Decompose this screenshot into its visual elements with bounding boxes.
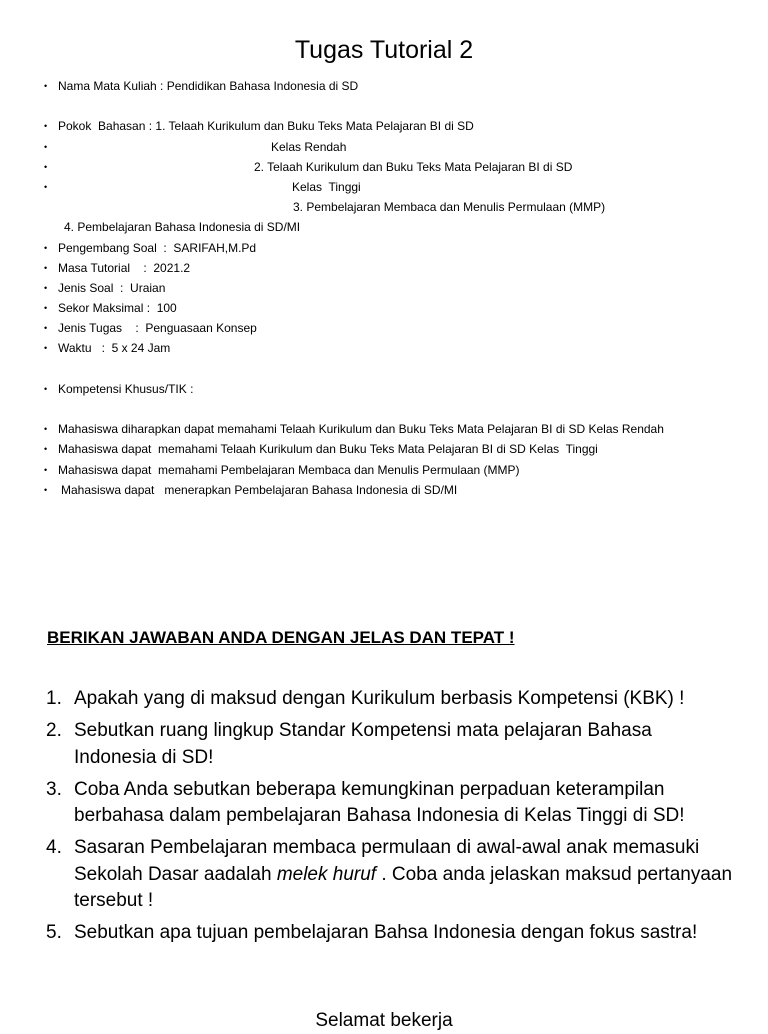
info-text: Nama Mata Kuliah : Pendidikan Bahasa Indonesia di SD [58, 79, 359, 93]
question-number: 4. [46, 837, 62, 859]
bullet-icon: • [44, 424, 48, 435]
info-item-pokok-bahasan-1 [44, 116, 744, 136]
info-item-pokok-bahasan-3 [44, 197, 744, 217]
info-item-sekor-maksimal [44, 298, 744, 318]
info-item-kompetensi-2 [44, 439, 744, 459]
question-item [46, 920, 736, 946]
info-item-kompetensi-heading [44, 379, 744, 399]
info-text: Pokok Bahasan : 1. Telaah Kurikulum dan Buku Teks Mata Pelajaran BI di SD [58, 119, 474, 134]
info-text: 2. Telaah Kurikulum dan Buku Teks Mata Pelajaran BI di SD [254, 159, 573, 174]
info-item-nama-mata-kuliah [44, 76, 744, 96]
course-info-list [44, 76, 744, 500]
bullet-icon: • [44, 81, 48, 91]
info-text: Sekor Maksimal : 100 [58, 301, 177, 316]
bullet-icon: • [44, 323, 48, 334]
question-list [46, 686, 736, 953]
question-item [46, 718, 736, 771]
bullet-icon: • [44, 282, 48, 293]
question-text: Sebutkan ruang lingkup Standar Kompetensi mata pelajaran Bahasa Indonesia di SD! [74, 720, 652, 768]
question-text: Sebutkan apa tujuan pembelajaran Bahsa Indonesia dengan fokus sastra! [74, 922, 698, 944]
info-item-jenis-tugas [44, 318, 744, 338]
info-item-pokok-bahasan-2 [44, 157, 744, 177]
info-text: Masa Tutorial : 2021.2 [58, 260, 191, 275]
blank-line [44, 399, 744, 419]
question-text-italic: melek huruf [276, 863, 377, 885]
question-number: 3. [46, 778, 62, 800]
info-item-masa-tutorial [44, 258, 744, 278]
info-item-pokok-bahasan-4 [44, 217, 744, 237]
bullet-icon: • [44, 383, 48, 394]
info-item-pengembang-soal [44, 238, 744, 258]
question-text-before: Sasaran Pembelajaran membaca permulaan di awal-awal anak memasuki Sekolah Dasar aadalah [74, 837, 700, 885]
info-item-kompetensi-4 [44, 480, 744, 500]
question-number: 5. [46, 922, 62, 944]
info-text: 3. Pembelajaran Membaca dan Menulis Permulaan (MMP) [293, 200, 606, 215]
instruction-heading: BERIKAN JAWABAN ANDA DENGAN JELAS DAN TEPAT ! [47, 628, 515, 647]
blank-line [44, 96, 744, 116]
info-text: Jenis Tugas : Penguasaan Konsep [58, 321, 257, 336]
bullet-icon: • [44, 303, 48, 314]
info-item-kompetensi-1 [44, 419, 744, 439]
info-text: Kelas Rendah [271, 139, 347, 154]
bullet-icon: • [44, 444, 48, 455]
info-text: Pengembang Soal : SARIFAH,M.Pd [58, 240, 257, 255]
question-text: Apakah yang di maksud dengan Kurikulum berbasis Kompetensi (KBK) ! [74, 688, 685, 709]
question-text-after: . Coba anda jelaskan maksud pertanyaan tersebut ! [74, 863, 733, 912]
question-number: 1. [46, 688, 62, 709]
closing-text: Selamat bekerja [315, 1010, 453, 1031]
info-text: Mahasiswa diharapkan dapat memahami Telaah Kurikulum dan Buku Teks Mata Pelajaran BI di SD Kelas Rendah [58, 422, 664, 437]
bullet-icon: • [44, 181, 48, 192]
info-text: Mahasiswa dapat memahami Pembelajaran Membaca dan Menulis Permulaan (MMP) [58, 462, 520, 477]
bullet-icon: • [44, 161, 48, 172]
bullet-icon: • [44, 484, 48, 495]
question-number: 2. [46, 720, 62, 742]
page-title: Tugas Tutorial 2 [294, 36, 474, 64]
info-item-jenis-soal [44, 278, 744, 298]
info-item-pokok-bahasan-1-cont [44, 137, 744, 157]
bullet-icon: • [44, 464, 48, 475]
info-text: Jenis Soal : Uraian [58, 280, 166, 295]
bullet-icon: • [44, 141, 48, 152]
bullet-icon: • [44, 343, 48, 354]
bullet-icon: • [44, 262, 48, 273]
bullet-icon: • [44, 242, 48, 253]
bullet-icon: • [44, 121, 48, 132]
question-item [46, 835, 736, 914]
question-item [46, 686, 736, 712]
info-text: Kompetensi Khusus/TIK : [58, 381, 194, 396]
info-text: Waktu : 5 x 24 Jam [58, 341, 171, 356]
info-text: Kelas Tinggi [292, 179, 361, 194]
info-item-kompetensi-3 [44, 460, 744, 480]
info-text: Mahasiswa dapat menerapkan Pembelajaran Bahasa Indonesia di SD/MI [61, 482, 458, 497]
info-item-pokok-bahasan-2-cont [44, 177, 744, 197]
info-text: 4. Pembelajaran Bahasa Indonesia di SD/MI [64, 220, 301, 235]
info-item-waktu [44, 338, 744, 358]
info-text: Mahasiswa dapat memahami Telaah Kurikulum dan Buku Teks Mata Pelajaran BI di SD Kelas Tinggi [58, 442, 598, 457]
question-item [46, 777, 736, 830]
blank-line [44, 359, 744, 379]
question-text: Coba Anda sebutkan beberapa kemungkinan perpaduan keterampilan berbahasa dalam pembelajaran Bahasa Indonesia di Kelas Tinggi di SD! [74, 778, 685, 827]
